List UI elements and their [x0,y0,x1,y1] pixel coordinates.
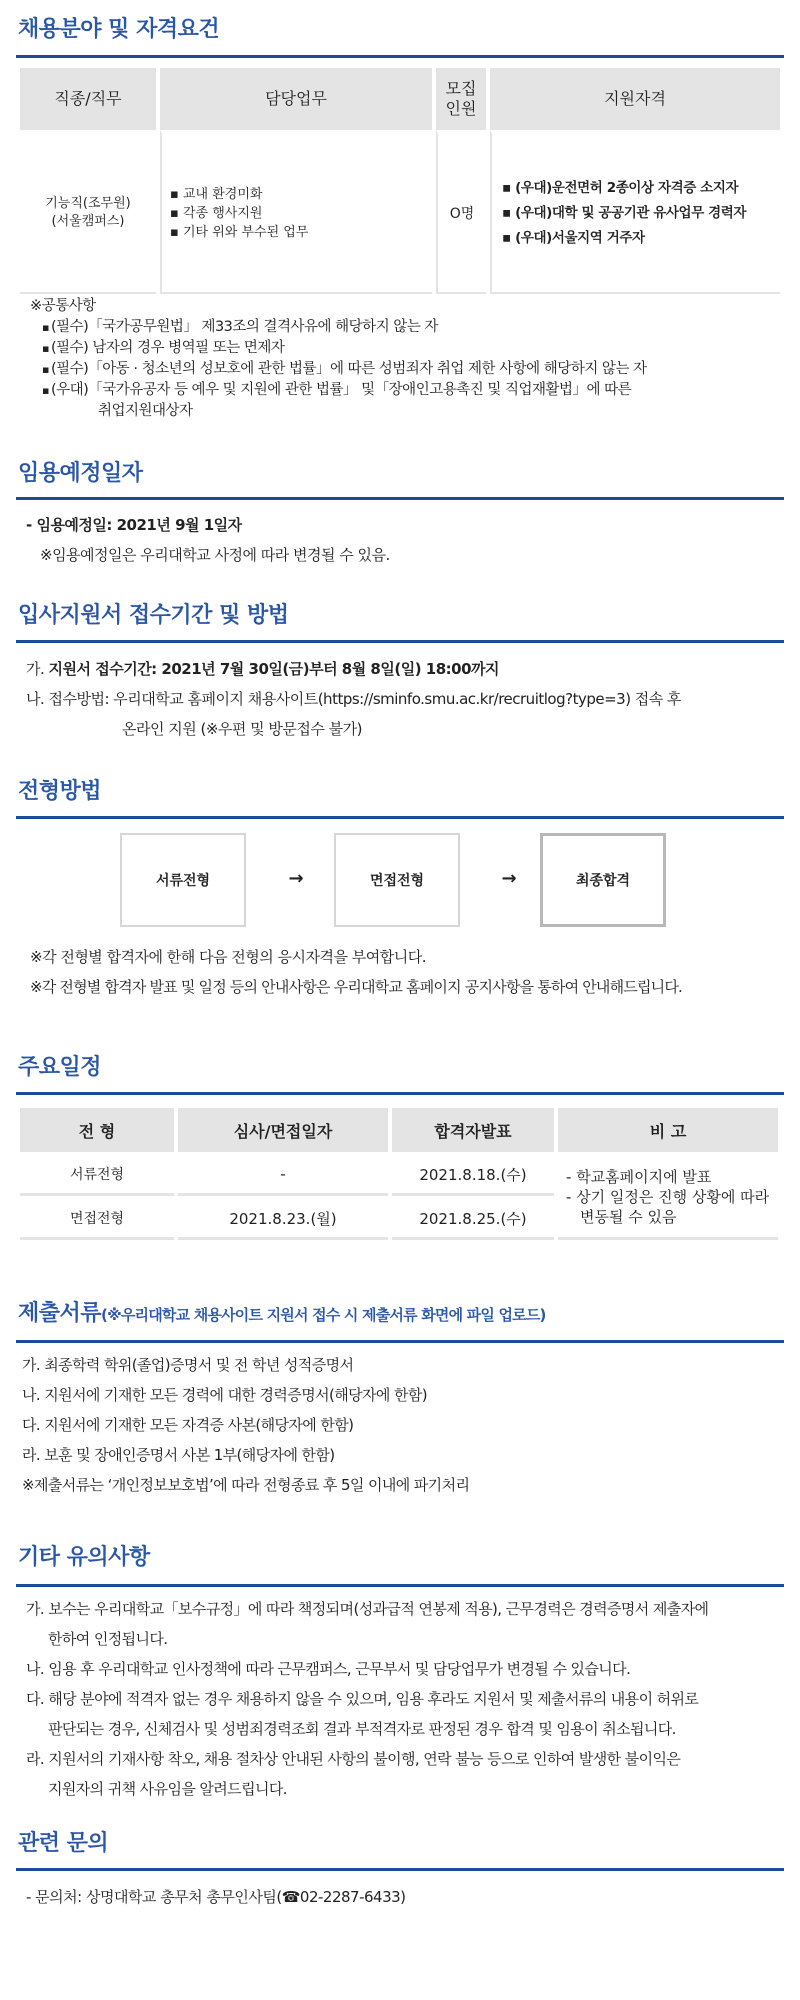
common-item: ▪ (필수)「아동 · 청소년의 성보호에 관한 법률」에 따른 성범죄자 취업 제한 사항에 해당하지 않는 자 [30,359,770,380]
header-job: 직종/직무 [20,68,156,130]
arrow-icon: → [501,868,517,889]
list-item-cont: 지원자의 귀책 사유임을 알려드립니다. [48,1780,287,1798]
section-divider [16,1340,784,1343]
header-duties: 담당업무 [160,68,432,130]
section-divider [16,1092,784,1095]
list-item: 나. 지원서에 기재한 모든 경력에 대한 경력증명서(해당자에 한함) [22,1386,427,1404]
list-item: 라. 보훈 및 장애인증명서 사본 1부(해당자에 한함) [22,1446,335,1464]
common-item: ▪ (필수) 남자의 경우 병역필 또는 면제자 [30,338,770,359]
flow-step-interview: 면접전형 [334,833,460,927]
application-method: 나. 접수방법: 우리대학교 홈페이지 채용사이트(https://sminfo.smu.ac.kr/recruitlog?type=3) 접속 후 [26,690,682,708]
common-item-continuation: 취업지원대상자 [98,403,193,419]
date-cell: 2021.8.23.(월) [178,1196,388,1240]
appointment-date: - 임용예정일: 2021년 9월 1일자 [26,516,242,534]
qualification-item: ▪ (우대)운전면허 2종이상 자격증 소지자 [502,176,780,201]
list-item: 라. 지원서의 기재사항 착오, 채용 절차상 안내된 사항의 불이행, 연락 불능 등으로 인하여 발생한 불이익은 [26,1750,681,1768]
section-divider [16,640,784,643]
list-item: 나. 임용 후 우리대학교 인사정책에 따라 근무캠퍼스, 근무부서 및 담당업무가 변경될 수 있습니다. [26,1660,631,1678]
stage-cell: 면접전형 [20,1196,174,1240]
selection-note: ※각 전형별 합격자에 한해 다음 전형의 응시자격을 부여합니다. [30,948,426,966]
section-divider [16,1868,784,1871]
common-requirements [30,296,770,422]
list-item: 가. 보수는 우리대학교「보수규정」에 따라 책정되며(성과급적 연봉제 적용), 근무경력은 경력증명서 제출자에 [26,1600,709,1618]
stage-cell: 서류전형 [20,1152,174,1196]
qualification-item: ▪ (우대)대학 및 공공기관 유사업무 경력자 [502,201,780,226]
application-method-cont: 온라인 지원 (※우편 및 방문접수 불가) [122,720,362,738]
requirements-table [16,68,784,294]
remark-item: - 학교홈페이지에 발표 [566,1167,778,1187]
contact-info: - 문의처: 상명대학교 총무처 총무인사팀(☎02-2287-6433) [26,1888,406,1906]
section-title-contact: 관련 문의 [18,1831,109,1856]
remarks-cell [558,1152,778,1240]
announce-cell: 2021.8.18.(수) [392,1152,554,1196]
section-title-selection: 전형방법 [18,779,102,804]
section-divider [16,497,784,500]
section-title-appointment-date: 임용예정일자 [18,461,143,486]
documents-list [22,1350,469,1500]
section-divider [16,816,784,819]
duties-cell [160,130,432,294]
job-cell: 기능직(조무원) (서울캠퍼스) [20,130,156,294]
section-title-schedule: 주요일정 [18,1055,102,1080]
header-recruit-count: 모집 인원 [436,68,486,130]
header-announcement: 합격자발표 [392,1108,554,1152]
duty-item: ▪ 각종 행사지원 [170,204,432,223]
list-item: ※제출서류는 ‘개인정보보호법’에 따라 전형종료 후 5일 이내에 파기처리 [22,1476,470,1494]
arrow-icon: → [288,868,304,889]
common-item: ▪ (우대)「국가유공자 등 예우 및 지원에 관한 법률」 및「장애인고용촉진 및 직업재활법」에 따른 [30,380,770,401]
header-review-date: 심사/면접일자 [178,1108,388,1152]
list-item: 가. 최종학력 학위(졸업)증명서 및 전 학년 성적증명서 [22,1356,354,1374]
section-divider [16,55,784,58]
qualification-item: ▪ (우대)서울지역 거주자 [502,226,780,251]
list-item: 다. 지원서에 기재한 모든 자격증 사본(해당자에 한함) [22,1416,354,1434]
schedule-table [16,1108,782,1240]
list-item-cont: 한하여 인정됩니다. [48,1630,168,1648]
remark-item: - 상기 일정은 진행 상황에 따라 변동될 수 있음 [566,1187,778,1227]
announce-cell: 2021.8.25.(수) [392,1196,554,1240]
header-remarks: 비 고 [558,1108,778,1152]
list-item-cont: 판단되는 경우, 신체검사 및 성범죄경력조회 결과 부적격자로 판정된 경우 합격 및 임용이 취소됩니다. [48,1720,676,1738]
date-cell: - [178,1152,388,1196]
list-item: 다. 해당 분야에 적격자 없는 경우 채용하지 않을 수 있으며, 임용 후라도 지원서 및 제출서류의 내용이 허위로 [26,1690,699,1708]
appointment-date-note: ※임용예정일은 우리대학교 사정에 따라 변경될 수 있음. [40,546,390,564]
flow-step-final: 최종합격 [540,833,666,927]
section-title-documents: 제출서류(※우리대학교 채용사이트 지원서 접수 시 제출서류 화면에 파일 업로드) [18,1301,546,1326]
header-qualifications: 지원자격 [490,68,780,130]
recruit-count: O명 [436,130,486,294]
section-divider [16,1584,784,1587]
notes-list [26,1594,786,1804]
qualifications-cell [490,130,780,294]
section-title-notes: 기타 유의사항 [18,1545,150,1570]
header-stage: 전 형 [20,1108,174,1152]
flow-step-document: 서류전형 [120,833,246,927]
common-requirements-title: ※공통사항 [30,298,96,314]
section-title-application: 입사지원서 접수기간 및 방법 [18,603,289,628]
application-period: 가. 지원서 접수기간: 2021년 7월 30일(금)부터 8월 8일(일) 18:00까지 [26,660,500,678]
selection-note: ※각 전형별 합격자 발표 및 일정 등의 안내사항은 우리대학교 홈페이지 공지사항을 통하여 안내해드립니다. [30,978,683,996]
duty-item: ▪ 기타 위와 부수된 업무 [170,223,432,242]
table-row [20,1152,778,1196]
section-title-requirements: 채용분야 및 자격요건 [18,17,220,42]
common-item: ▪ (필수)「국가공무원법」 제33조의 결격사유에 해당하지 않는 자 [30,317,770,338]
duty-item: ▪ 교내 환경미화 [170,185,432,204]
